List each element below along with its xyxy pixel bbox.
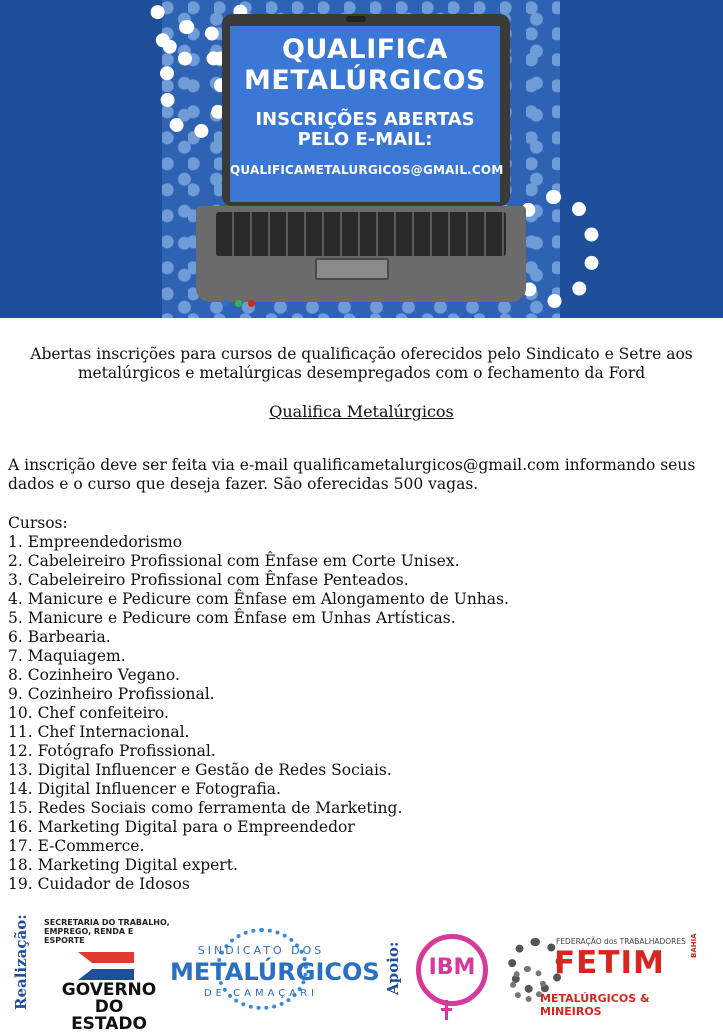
port-icon [248, 300, 255, 307]
list-item: 5. Manicure e Pedicure com Ênfase em Unhas Artísticas. [8, 609, 456, 627]
screen-title-line: QUALIFICA [282, 34, 448, 65]
course-list [8, 514, 718, 894]
list-item: 14. Digital Influencer e Fotografia. [8, 780, 281, 798]
screen-title-line: METALÚRGICOS [244, 65, 486, 96]
list-item: 6. Barbearia. [8, 628, 111, 646]
list-item: 2. Cabeleireiro Profissional com Ênfase em Corte Unisex. [8, 552, 460, 570]
list-item: 7. Maquiagem. [8, 647, 126, 665]
port-icon [222, 300, 229, 307]
secretaria-label: SECRETARIA DO TRABALHO, EMPREGO, RENDA E ESPORTE [44, 918, 170, 945]
heading-text: Qualifica Metalúrgicos [269, 402, 454, 421]
screen-subtitle-line: INSCRIÇÕES ABERTAS [255, 109, 475, 130]
list-item: 3. Cabeleireiro Profissional com Ênfase Penteados. [8, 571, 409, 589]
intro-text: Abertas inscrições para cursos de qualificação oferecidos pelo Sindicato e Setre aos metalúrgicos e metalúrgicas desempregados com o fechamento da Ford [30, 345, 693, 382]
fetim-federacao: FEDERAÇÃO dos TRABALHADORES [556, 937, 686, 946]
fetim-logo: FETIM [554, 945, 665, 981]
apoio-label: Apoio: [384, 941, 402, 995]
screen-subtitle-line: PELO E-MAIL: [297, 129, 433, 150]
list-item: 12. Fotógrafo Profissional. [8, 742, 216, 760]
list-item: 4. Manicure e Pedicure com Ênfase em Alongamento de Unhas. [8, 590, 509, 608]
realizacao-label: Realização: [12, 914, 30, 1010]
sindicato-top: SINDICATO DOS [197, 944, 325, 957]
sindicato-logo: METALÚRGICOS [170, 958, 380, 986]
list-item: 10. Chef confeiteiro. [8, 704, 169, 722]
bahia-flag-icon [78, 952, 134, 980]
list-item: 15. Redes Sociais como ferramenta de Marketing. [8, 799, 403, 817]
list-item: 16. Marketing Digital para o Empreendedor [8, 818, 355, 836]
banner [0, 0, 723, 318]
list-item: 18. Marketing Digital expert. [8, 856, 238, 874]
screen-subtitle [230, 110, 500, 150]
sindicato-bottom: DE CAMAÇARI [203, 988, 319, 999]
list-item: 8. Cozinheiro Vegano. [8, 666, 180, 684]
body-text: A inscrição deve ser feita via e-mail qualificametalurgicos@gmail.com informando seus dados e o curso que deseja fazer. São oferecidas 500 vagas. [8, 456, 696, 493]
courses-label: Cursos: [8, 514, 68, 532]
ibm-logo [416, 934, 488, 1006]
governo-line: DO ESTADO [71, 997, 147, 1034]
ibm-logo-text: IBM [428, 955, 476, 980]
section-heading [0, 402, 723, 421]
port-icon [235, 300, 242, 307]
gear-icon [160, 20, 228, 138]
laptop-screen [230, 26, 504, 202]
governo-logo [54, 982, 164, 1033]
list-item: 13. Digital Influencer e Gestão de Redes Sociais. [8, 761, 392, 779]
list-item: 17. E-Commerce. [8, 837, 145, 855]
fetim-bahia: BAHIA [690, 933, 698, 958]
laptop-ports [222, 292, 266, 300]
list-item: 1. Empreendedorismo [8, 533, 183, 551]
webcam-icon [346, 16, 366, 22]
touchpad [315, 258, 389, 280]
list-item: 11. Chef Internacional. [8, 723, 190, 741]
screen-title [230, 34, 500, 96]
female-symbol-icon [441, 1000, 451, 1020]
screen-email: QUALIFICAMETALURGICOS@GMAIL.COM [230, 163, 504, 177]
list-item: 9. Cozinheiro Profissional. [8, 685, 215, 703]
keyboard [216, 212, 506, 256]
governo-line: GOVERNO [61, 980, 157, 1000]
list-item: 19. Cuidador de Idosos [8, 875, 190, 893]
fetim-subtitle: METALÚRGICOS & MINEIROS [540, 992, 650, 1018]
